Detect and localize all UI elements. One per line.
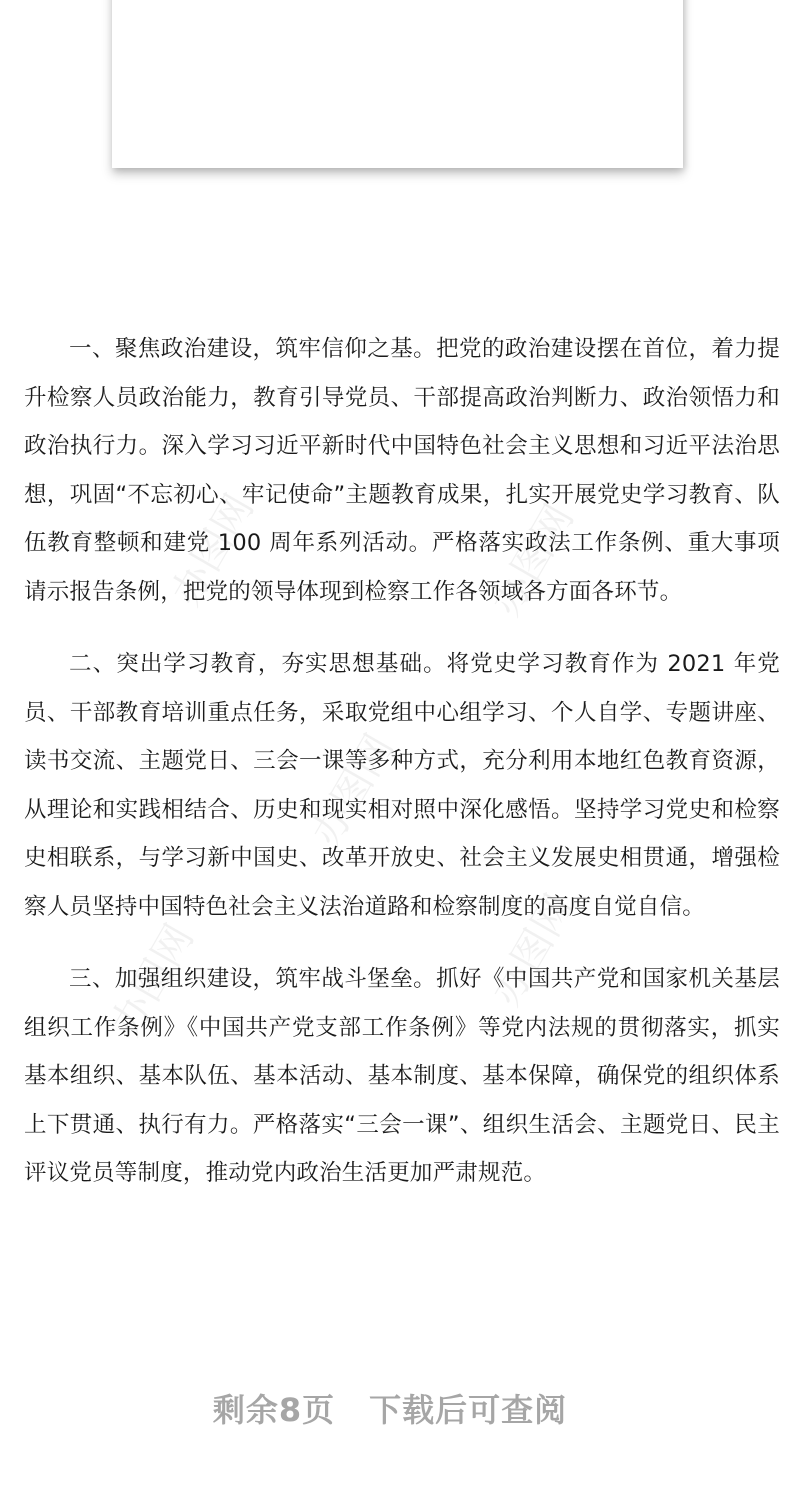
watermark: 办图网 [303, 726, 403, 854]
remaining-pages-label: 剩余8页 [212, 1391, 336, 1429]
document-body [24, 325, 780, 1222]
paragraph-study-education: 二、突出学习教育，夯实思想基础。将党史学习教育作为 2021 年党员、干部教育培训重点任务，采取党组中心组学习、个人自学、专题讲座、读书交流、主题党日、三会一课等多种方式，充分利用本地红色教育资源，从理论和实践相结合、历史和现实相对照中深化感悟。坚持学习党史和检察史相联系，与学习新中国史、改革开放史、社会主义发展史相贯通，增强检察人员坚持中国特色社会主义法治道路和检察制度的高度自觉自信。 [24, 651, 780, 920]
watermark: 办图网 [483, 496, 583, 624]
watermark: 办图网 [163, 486, 263, 614]
watermark: 办图网 [103, 916, 203, 1044]
paragraph-organization-building: 三、加强组织建设，筑牢战斗堡垒。抓好《中国共产党和国家机关基层组织工作条例》《中国共产党支部工作条例》等党内法规的贯彻落实，抓实基本组织、基本队伍、基本活动、基本制度、基本保障，确保党的组织体系上下贯通、执行有力。严格落实“三会一课”、组织生活会、主题党日、民主评议党员等制度，推动党内政治生活更加严肃规范。 [24, 966, 780, 1186]
previous-page-card [112, 0, 683, 168]
download-to-view-label: 下载后可查阅 [369, 1391, 568, 1429]
download-prompt[interactable] [0, 1385, 780, 1431]
watermark: 办图网 [483, 886, 583, 1014]
paragraph-political-building: 一、聚焦政治建设，筑牢信仰之基。把党的政治建设摆在首位，着力提升检察人员政治能力，教育引导党员、干部提高政治判断力、政治领悟力和政治执行力。深入学习习近平新时代中国特色社会主义思想和习近平法治思想，巩固“不忘初心、牢记使命”主题教育成果，扎实开展党史学习教育、队伍教育整顿和建党 100 周年系列活动。严格落实政法工作条例、重大事项请示报告条例，把党的领导体现到检察工作各领域各方面各环节。 [24, 336, 780, 605]
